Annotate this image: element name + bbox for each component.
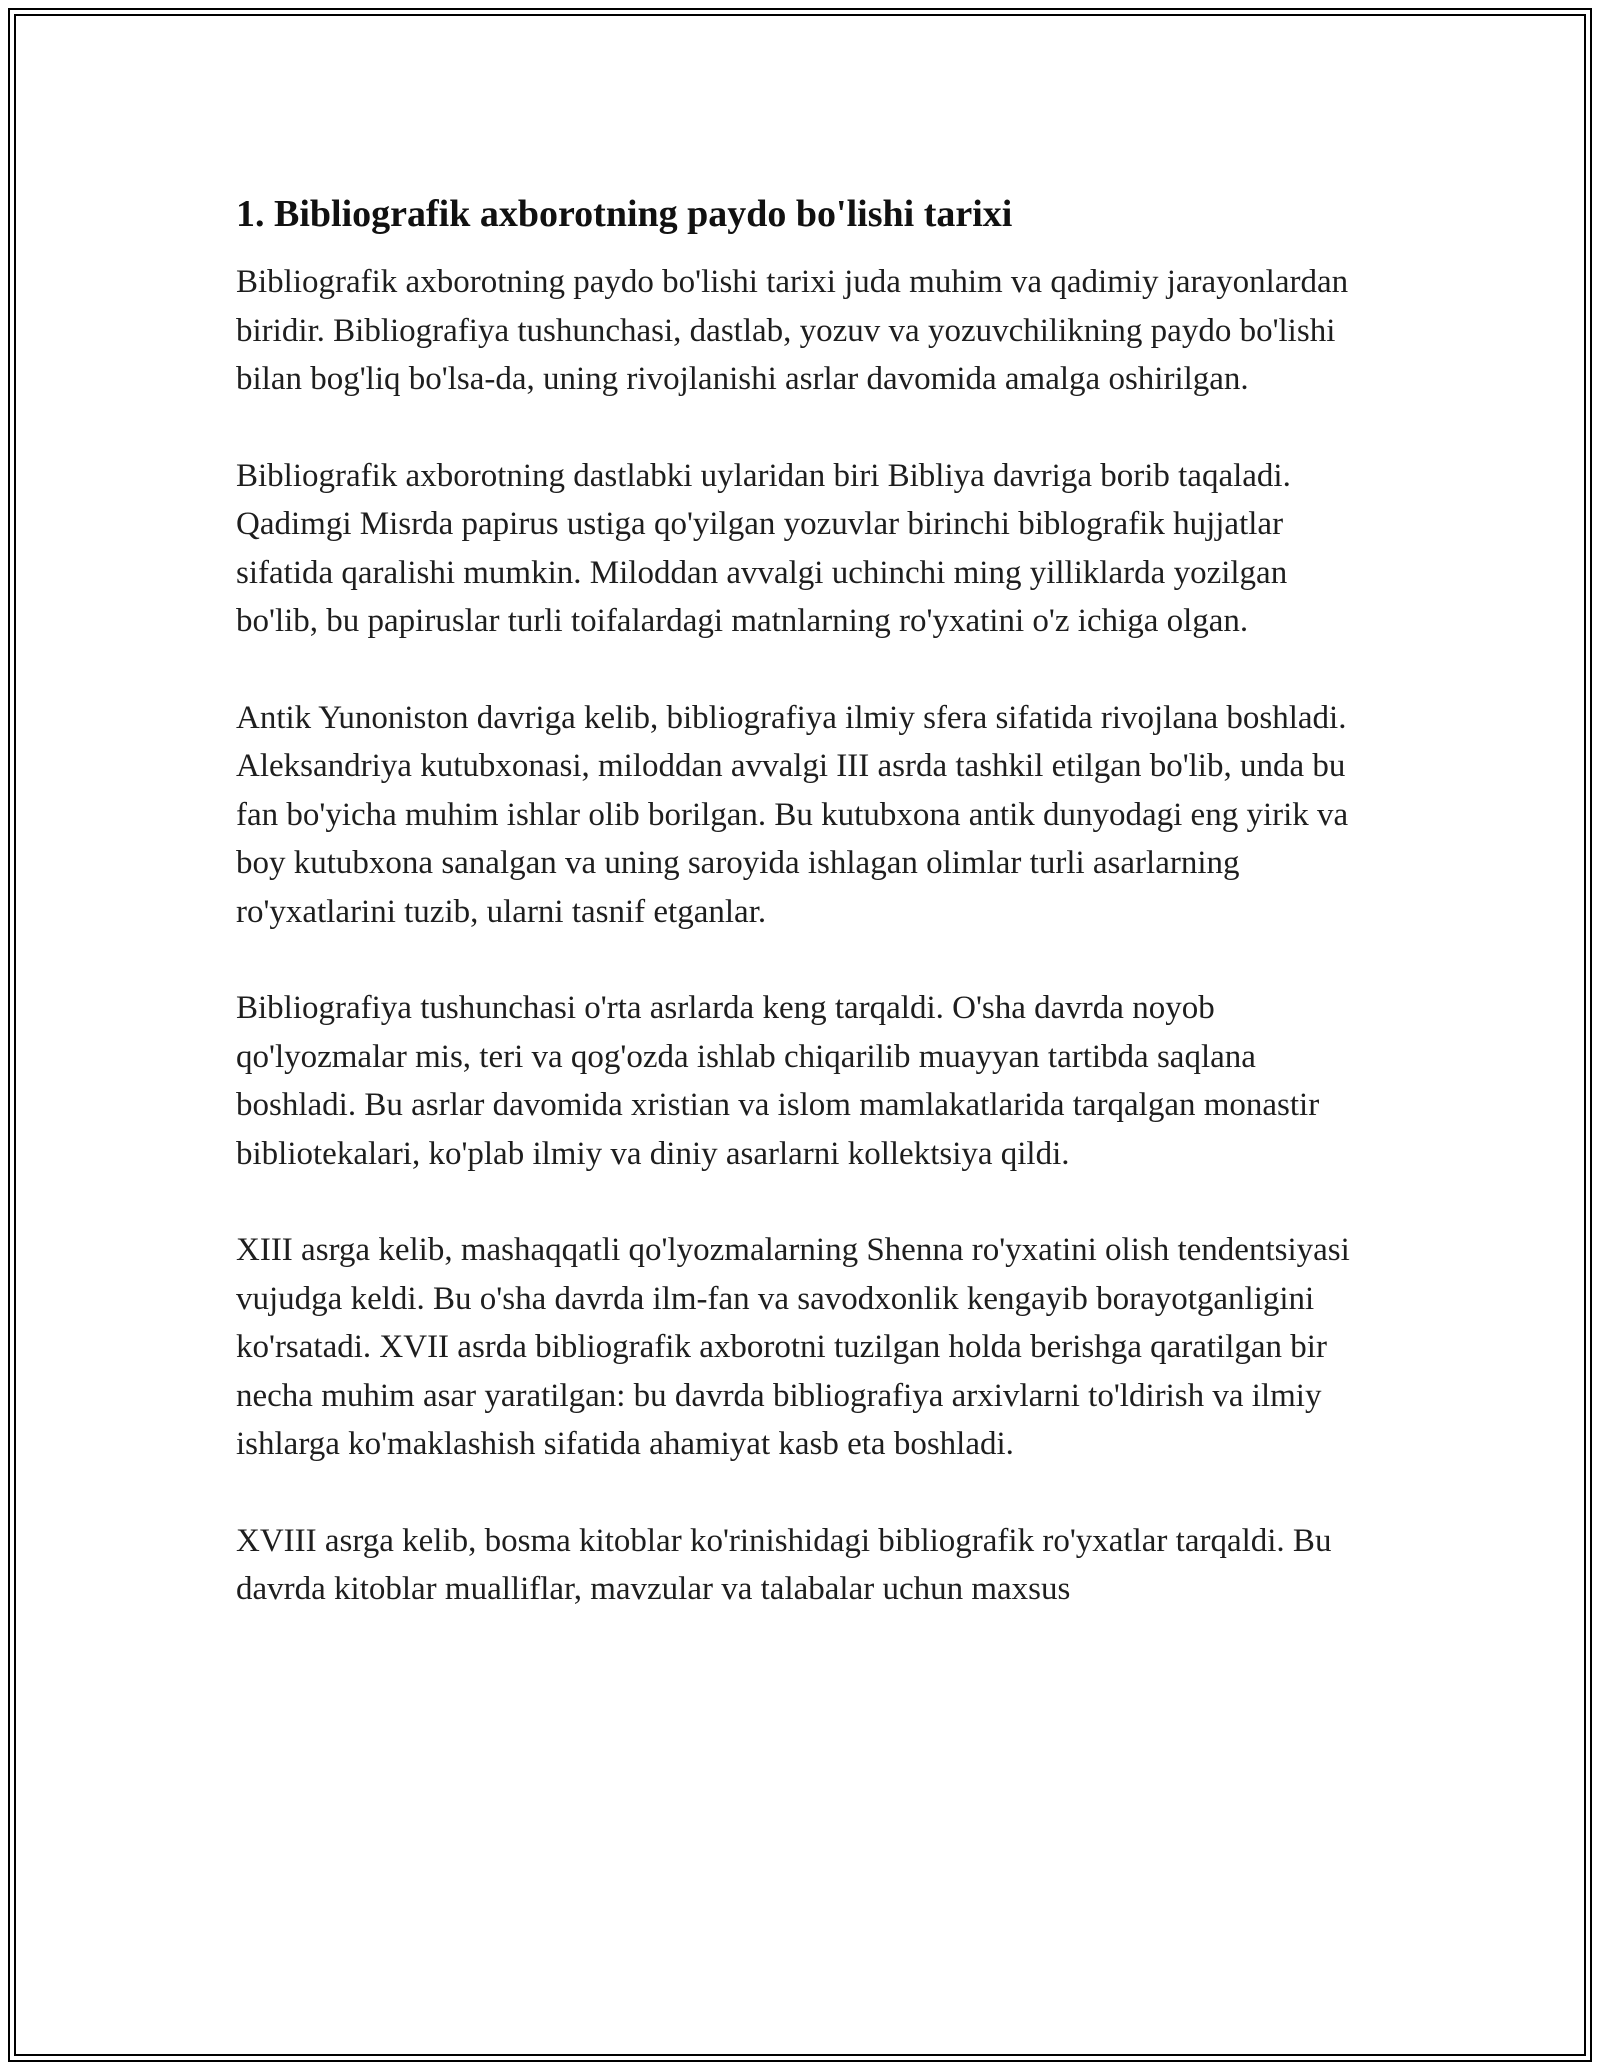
paragraph-1: Bibliografik axborotning paydo bo'lishi tarixi juda muhim va qadimiy jarayonlardan biridir. Bibliografiya tushunchasi, dastlab, yozuv va yozuvchilikning paydo bo'lishi bilan bog'liq bo'lsa-da, uning rivojlanishi asrlar davomida amalga oshirilgan. (236, 264, 1349, 397)
paragraph-6: XVIII asrga kelib, bosma kitoblar ko'rinishidagi bibliografik ro'yxatlar tarqaldi. Bu davrda kitoblar mualliflar, mavzular va talabalar uchun maxsus (236, 1522, 1332, 1607)
paragraph-5: XIII asrga kelib, mashaqqatli qo'lyozmalarning Shenna ro'yxatini olish tendentsiyasi vujudga keldi. Bu o'sha davrda ilm-fan va savodxonlik kengayib borayotganligini ko'rsatadi. XVII asrda bibliografik axborotni tuzilgan holda berishga qaratilgan bir necha muhim asar yaratilgan: bu davrda bibliografiya arxivlarni to'ldirish va ilmiy ishlarga ko'maklashish sifatida ahamiyat kasb eta boshladi. (236, 1232, 1350, 1462)
paragraph-2: Bibliografik axborotning dastlabki uylaridan biri Bibliya davriga borib taqaladi. Qadimgi Misrda papirus ustiga qo'yilgan yozuvlar birinchi biblografik hujjatlar sifatida qaralishi mumkin. Miloddan avvalgi uchinchi ming yilliklarda yozilgan bo'lib, bu papiruslar turli toifalardagi matnlarning ro'yxatini o'z ichiga olgan. (236, 457, 1291, 639)
paragraph-4: Bibliografiya tushunchasi o'rta asrlarda keng tarqaldi. O'sha davrda noyob qo'lyozmalar mis, teri va qog'ozda ishlab chiqarilib muayyan tartibda saqlana boshladi. Bu asrlar davomida xristian va islom mamlakatlarida tarqalgan monastir bibliotekalari, ko'plab ilmiy va diniy asarlarni kollektsiya qildi. (236, 990, 1320, 1172)
document-body (236, 186, 1376, 1662)
paragraph-3: Antik Yunoniston davriga kelib, bibliografiya ilmiy sfera sifatida rivojlana boshladi. Aleksandriya kutubxonasi, miloddan avvalgi III asrda tashkil etilgan bo'lib, unda bu fan bo'yicha muhim ishlar olib borilgan. Bu kutubxona antik dunyodagi eng yirik va boy kutubxona sanalgan va uning saroyida ishlagan olimlar turli asarlarning ro'yxatlarini tuzib, ularni tasnif etganlar. (236, 699, 1349, 930)
section-heading: 1. Bibliografik axborotning paydo bo'lishi tarixi (236, 193, 1013, 235)
